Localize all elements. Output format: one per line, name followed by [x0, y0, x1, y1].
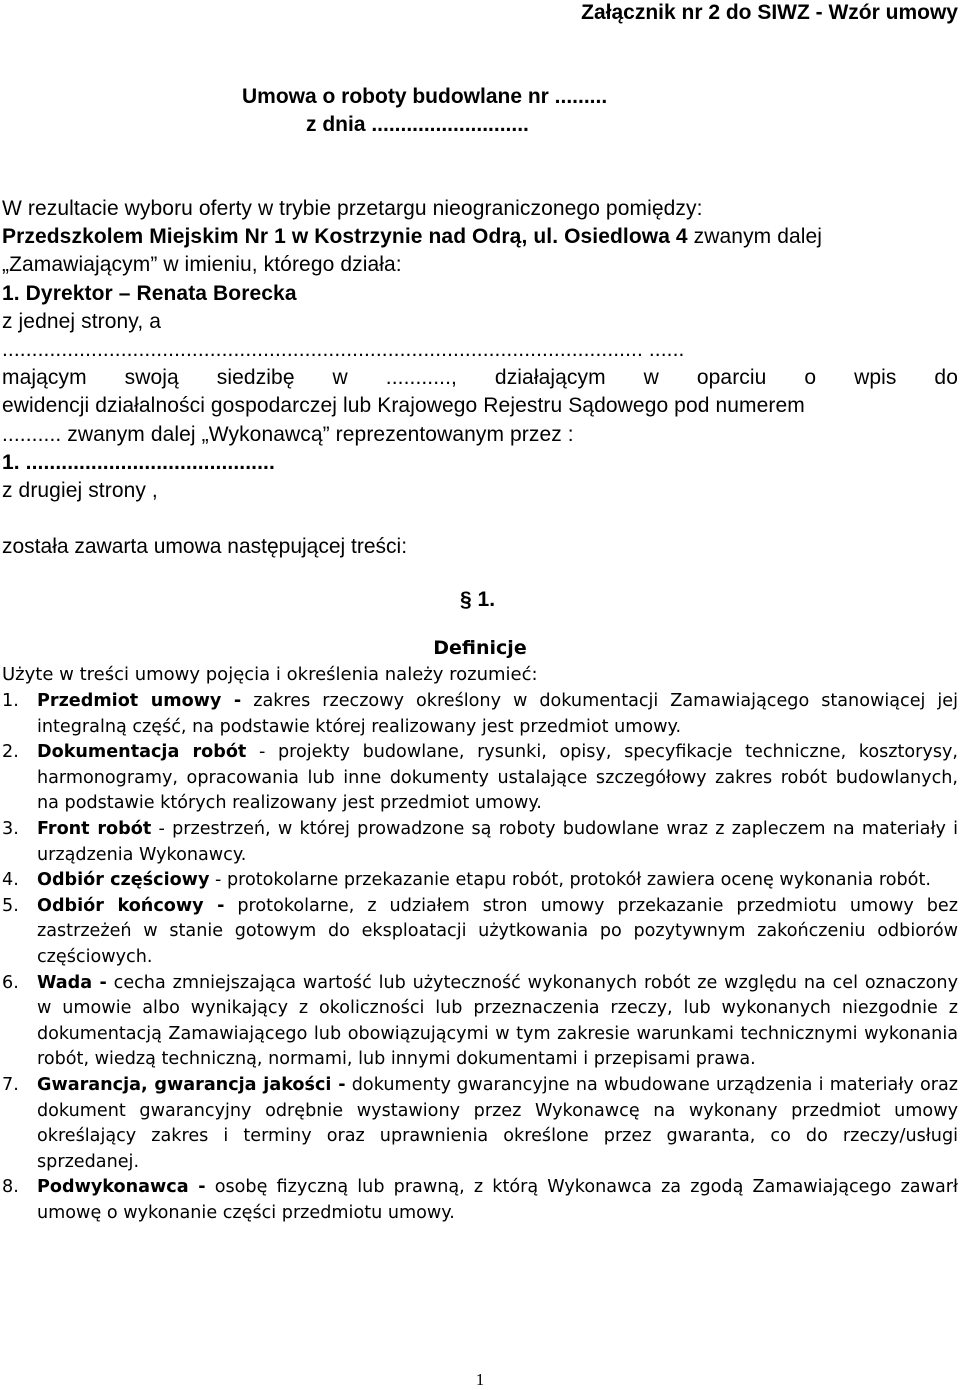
definition-text — [37, 740, 958, 817]
definition-item — [2, 894, 958, 971]
definition-text — [37, 817, 958, 868]
definition-term: Front robót — [37, 818, 152, 839]
definition-term: Gwarancja, gwarancja jakości - — [37, 1074, 346, 1095]
contracting-authority-suffix: zwanym dalej — [687, 225, 823, 249]
definitions-list — [2, 689, 958, 1226]
registry-line: ewidencji działalności gospodarczej lub Krajowego Rejestru Sądowego pod numerem — [2, 394, 805, 418]
definition-number: 4. — [2, 870, 19, 891]
definition-item — [2, 1175, 958, 1226]
definition-term: Odbiór częściowy — [37, 870, 210, 891]
definition-number: 8. — [2, 1177, 19, 1198]
contract-concluded-line: została zawarta umowa następującej treści: — [2, 535, 408, 558]
contract-date: z dnia ........................... — [306, 113, 529, 136]
contract-title: Umowa o roboty budowlane nr ......... — [242, 85, 608, 108]
definitions-intro: Użyte w treści umowy pojęcia i określenia należy rozumieć: — [2, 664, 538, 685]
definition-term: Wada - — [37, 972, 107, 993]
definition-item — [2, 817, 958, 868]
definition-number: 2. — [2, 742, 19, 763]
definition-body: cecha zmniejszająca wartość lub użyteczność wykonanych robót ze względu na cel oznaczony w umowie albo wynikający z okoliczności lub przeznaczenia rzeczy, lub wykonanych niezgodnie z dokumentacją Zamawiającego lub obowiązującymi w tym zakresie warunkami technicznymi wykonania robót, wiedzą techniczną, normami, lub innymi dokumentami i przepisami prawa. — [37, 972, 958, 1070]
definition-term: Odbiór końcowy - — [37, 895, 225, 916]
definition-item — [2, 1073, 958, 1175]
intro-line: W rezultacie wyboru oferty w trybie przetargu nieograniczonego pomiędzy: — [2, 197, 703, 220]
definition-number: 3. — [2, 818, 19, 839]
definition-body: zakres rzeczowy określony w dokumentacji Zamawiającego stanowiącej jej integralną część, na podstawie której realizowany jest przedmiot umowy. — [37, 691, 959, 737]
definition-text — [37, 689, 958, 740]
contracting-authority-name: Przedszkolem Miejskim Nr 1 w Kostrzynie nad Odrą, ul. Osiedlowa 4 — [2, 225, 688, 249]
definition-number: 1. — [2, 691, 19, 711]
second-party-line: z drugiej strony , — [2, 478, 158, 502]
director-line: 1. Dyrektor – Renata Borecka — [2, 281, 297, 305]
contracting-authority-line — [2, 223, 958, 251]
definition-term: Podwykonawca - — [37, 1177, 206, 1198]
definition-number: 7. — [2, 1074, 19, 1095]
definition-item — [2, 971, 958, 1073]
definition-number: 5. — [2, 895, 19, 916]
first-party-line: z jednej strony, a — [2, 309, 161, 333]
contractor-representation-line: .......... zwanym dalej „Wykonawcą” reprezentowanym przez : — [2, 422, 574, 446]
definition-number: 6. — [2, 972, 19, 993]
parties-section — [2, 195, 958, 505]
definition-item — [2, 868, 958, 894]
contracting-authority-role: „Zamawiającym” w imieniu, którego działa: — [2, 253, 402, 277]
definition-term: Przedmiot umowy - — [37, 691, 242, 711]
definition-item — [2, 689, 958, 740]
definition-text — [37, 868, 958, 894]
definition-text — [37, 894, 958, 971]
definition-body: osobę fizyczną lub prawną, z którą Wykonawca za zgodą Zamawiającego zawarł umowę o wykonanie części przedmiotu umowy. — [37, 1177, 958, 1223]
page-number: 1 — [475, 1370, 485, 1389]
definition-term: Dokumentacja robót — [37, 742, 247, 763]
definition-body: - projekty budowlane, rysunki, opisy, specyfikacje techniczne, kosztorysy, harmonogramy, opracowania lub inne dokumenty ustalające szczegółowy zakres robót budowlanych, na podstawie których realizowany jest przedmiot umowy. — [37, 742, 958, 814]
contractor-name-placeholder: ............................................................................................................ ...... — [2, 337, 685, 361]
definition-body: - przestrzeń, w której prowadzone są roboty budowlane wraz z zapleczem na materiały i urządzenia Wykonawcy. — [37, 818, 958, 865]
contractor-seat-label: mającym swoją siedzibę w — [2, 366, 348, 390]
definition-body: dokumenty gwarancyjne na wbudowane urządzenia i materiały oraz dokument gwarancyjny odrębnie wystawiony przez Wykonawcę na wykonany przedmiot umowy określający zakres i terminy oraz uprawnienia określone przez gwaranta, co do rzeczy/usługi sprzedanej. — [37, 1074, 958, 1172]
definition-body: - protokolarne przekazanie etapu robót, protokół zawiera ocenę wykonania robót. — [209, 870, 931, 891]
definition-text — [37, 1175, 958, 1226]
definition-item — [2, 740, 958, 817]
contractor-representative: 1. .......................................... — [2, 450, 275, 474]
definition-text — [37, 971, 958, 1073]
definition-body: protokolarne, z udziałem stron umowy przekazanie przedmiotu umowy bez zastrzeżeń w stanie gotowym do eksploatacji użytkowania po pozytywnym zakończeniu odbiorów częściowych. — [37, 895, 958, 967]
annex-header: Załącznik nr 2 do SIWZ - Wzór umowy — [581, 1, 958, 24]
definitions-heading: Definicje — [433, 637, 527, 659]
paragraph-sign: § 1. — [460, 588, 496, 611]
definition-text — [37, 1073, 958, 1175]
contractor-seat-line — [2, 364, 958, 392]
contractor-seat-rest: ..........., działającym w oparciu o wpis do — [385, 366, 958, 390]
